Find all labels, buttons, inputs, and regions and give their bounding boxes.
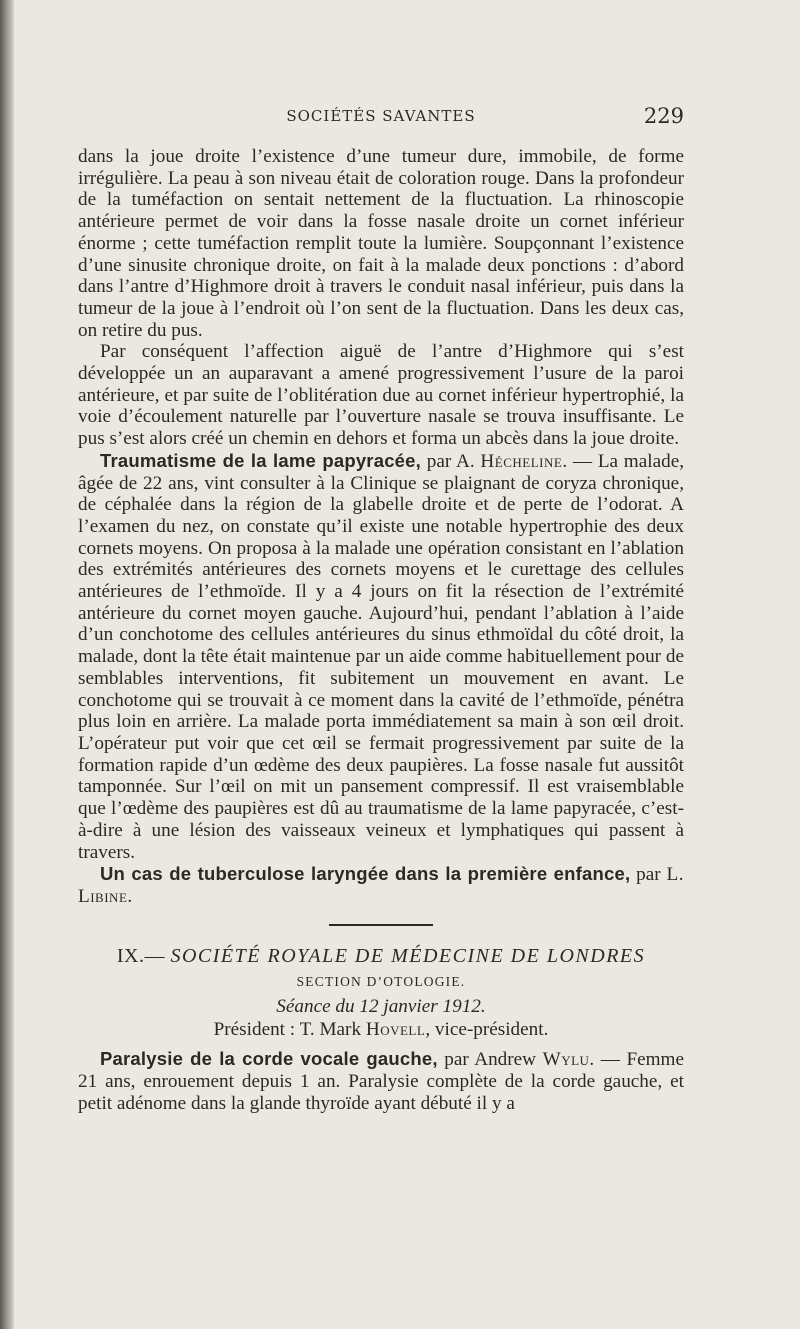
book-binding-edge: [0, 0, 14, 1329]
running-title: SOCIÉTÉS SAVANTES: [286, 107, 476, 125]
case-title-vocal-cord: Paralysie de la corde vocale gauche,: [100, 1048, 438, 1070]
section-heading: [78, 946, 684, 968]
president-name: T. Mark: [299, 1018, 362, 1040]
president-surname: Hovell: [365, 1018, 426, 1040]
president-role: , vice-président.: [425, 1018, 549, 1040]
case-by: par: [636, 864, 661, 886]
president-line: [78, 1019, 684, 1041]
paragraph-sinusitis-case: dans la joue droite l’existence d’une tumeur dure, immobile, de forme irrégulière. La peau à son niveau était de coloration rouge. Dans la profondeur de la tuméfaction on sentait nettement de la fluctuation. La rhinoscopie antérieure permet de voir dans la fosse nasale droite un cornet inférieur énorme ; cette tuméfaction remplit toute la lumière. Soupçonnant l’existence d’une sinusite chronique droite, on fait à la malade deux ponctions : d’abord dans l’antre d’Highmore droit à travers le conduit nasal inférieur, puis dans la tumeur de la joue à l’endroit où l’on sent de la fluctuation. Dans les deux cas, on retire du pus.: [78, 146, 684, 341]
case-by: par A.: [426, 450, 475, 472]
case-title-tuberculosis: Un cas de tuberculose laryngée dans la première enfance,: [100, 863, 631, 885]
paragraph-conclusion: Par conséquent l’affection aiguë de l’antre d’Highmore qui s’est développée un an auparavant a amené progressivement l’usure de la paroi antérieure, et par suite de l’oblitération due au cornet inférieur hypertrophié, la voie d’écoulement naturelle par l’ouverture nasale se trouva insuffisante. Le pus s’est alors créé un chemin en dehors et forma un abcès dans la joue droite.: [78, 341, 684, 450]
section-name: SOCIÉTÉ ROYALE DE MÉDECINE DE LONDRES: [170, 944, 646, 967]
book-page: [14, 0, 800, 1329]
section-divider: [329, 924, 433, 926]
case-author-wylu: Wylu: [542, 1049, 590, 1071]
paragraph-vocal-cord-paralysis: [78, 1048, 684, 1114]
section-number: IX.—: [116, 944, 165, 967]
case-title-papyracea: Traumatisme de la lame papyracée,: [100, 449, 422, 471]
case-by: par Andrew: [444, 1049, 537, 1071]
paragraph-laryngeal-tuberculosis: [78, 863, 684, 907]
case-body-vocal-cord: . — Femme 21 ans, enrouement depuis 1 an. Paralysie complète de la corde gauche, et petit adénome dans la glande thyroïde ayant débuté il y a: [78, 1049, 685, 1114]
page-number: 229: [643, 104, 684, 128]
case-author-hecheline: Hécheline: [480, 450, 563, 472]
subsection-heading: SECTION D’OTOLOGIE.: [296, 974, 466, 990]
paragraph-papyracea-trauma: [78, 450, 684, 863]
case-body-papyracea: . — La malade, âgée de 22 ans, vint consulter à la Clinique se plaignant de coryza chronique, de céphalée dans la région de la glabelle droite et de perte de l’odorat. A l’examen du nez, on constate qu’il existe une notable hypertrophie des deux cornets moyens. On proposa à la malade une opération consistant en l’ablation des extrémités antérieures des cornets moyens et le curettage des cellules antérieures de l’ethmoïde. Il y a 4 jours on fit la résection de l’extrémité antérieure du cornet moyen gauche. Aujourd’hui, pendant l’ablation à l’aide d’un conchotome des cellules antérieures du sinus ethmoïdal du côté droit, la malade, dont la tête était maintenue par un aide comme habituellement pour de semblables interventions, fit subitement un mouvement en avant. Le conchotome qui se trouvait à ce moment dans la cavité de l’ethmoïde, pénétra plus loin en arrière. La malade porta immédiatement sa main à son œil droit. L’opérateur put voir que cet œil se fermait progressivement par suite de la formation rapide d’un œdème des deux paupières. La fosse nasale fut aussitôt tamponnée. Sur l’œil on mit un pansement compressif. Il est vraisemblable que l’œdème des paupières est dû au traumatisme de la lame papyracée, c’est-à-dire à une lésion des vaisseaux veineux et lymphatiques qui passent à travers.: [78, 450, 685, 863]
body-text: [78, 146, 684, 1115]
president-label: Président :: [213, 1018, 296, 1040]
session-date: Séance du 12 janvier 1912.: [276, 996, 486, 1018]
running-head: [78, 104, 684, 128]
case-author-libine: L. Libine.: [78, 864, 684, 907]
